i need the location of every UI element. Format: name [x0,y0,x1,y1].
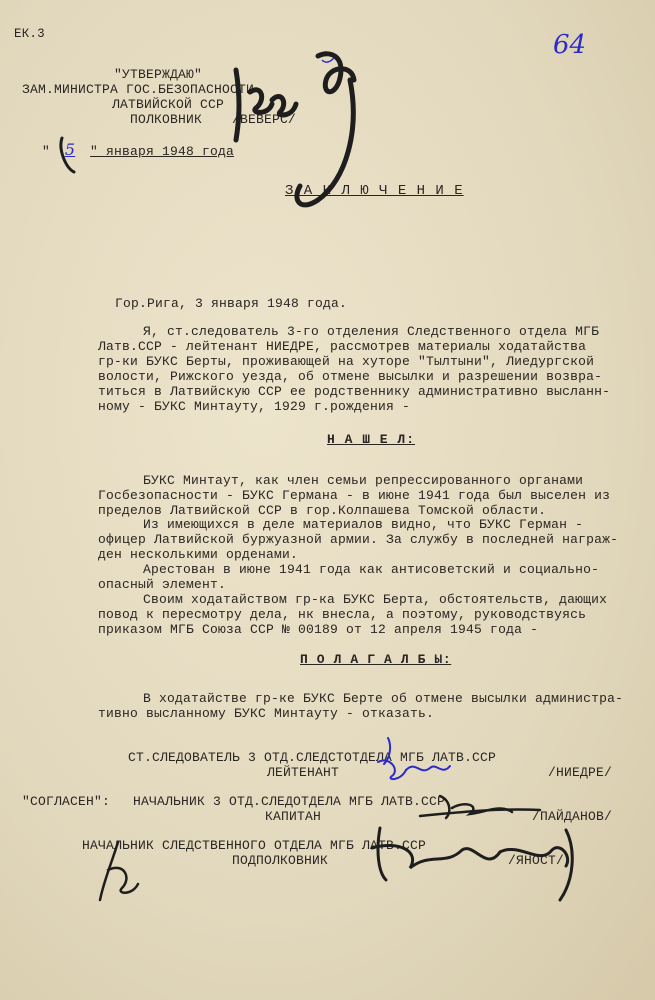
approval-line-2: ЛАТВИЙСКОЙ ССР [112,97,225,112]
investigator-title: СТ.СЛЕДОВАТЕЛЬ 3 ОТД.СЛЕДСТОТДЕЛА МГБ ЛАТВ.ССР [128,750,497,765]
decision-line: тивно высланному БУКС Минтауту - отказать. [98,706,435,721]
intro-line: Латв.ССР - лейтенант НИЕДРЕ, рассмотрев материалы ходатайства [98,339,587,354]
investigator-name: /НИЕДРЕ/ [548,765,613,780]
decision-heading: П О Л А Г А Л Б Ы: [300,652,452,667]
intro-line: Я, ст.следователь 3-го отделения Следственного отдела МГБ [143,324,600,339]
intro-line: волости, Рижского уезда, об отмене высылки и разрешении возвра- [98,369,603,384]
investigator-rank: ЛЕЙТЕНАНТ [267,765,340,780]
found-line: повод к пересмотру дела, нк внесла, а поэтому, руководствуясь [98,607,587,622]
found-line: приказом МГБ Союза ССР № 00189 от 12 апреля 1945 года - [98,622,539,637]
date-day: 5 [64,140,76,159]
found-line: Из имеющихся в деле материалов видно, что БУКС Герман - [143,517,584,532]
found-line: пределов Латвийской ССР в гор.Колпашева Томской области. [98,503,547,518]
found-line: офицер Латвийской буржуазной армии. За службу в последней награж- [98,532,619,547]
chief3-name: /ПАЙДАНОВ/ [532,809,613,824]
approval-tick-image [322,58,334,62]
found-line: опасный элемент. [98,577,227,592]
intro-line: титься в Латвийскую ССР ее родственнику административно высланн- [98,384,611,399]
found-line: БУКС Минтаут, как член семьи репрессированного органами [143,473,584,488]
found-line: Госбезопасности - БУКС Германа - в июне 1941 года был выселен из [98,488,611,503]
date-rest: " января 1948 года [90,144,235,159]
found-line: Своим ходатайством гр-ка БУКС Берта, обстоятельств, дающих [143,592,608,607]
document-title: З А К Л Ю Ч Е Н И Е [285,183,464,199]
intro-line: ному - БУКС Минтауту, 1929 г.рождения - [98,399,411,414]
chief3-title: НАЧАЛЬНИК 3 ОТД.СЛЕДОТДЕЛА МГБ ЛАТВ.ССР [133,794,446,809]
chief3-rank: КАПИТАН [265,809,322,824]
intro-line: гр-ки БУКС Берты, проживающей на хуторе "Тылтыни", Лиедургской [98,354,595,369]
approval-rank: ПОЛКОВНИК [130,112,203,127]
found-line: ден несколькими орденами. [98,547,299,562]
decision-line: В ходатайстве гр-ке БУКС Берте об отмене высылки администра- [143,691,624,706]
approval-heading: "УТВЕРЖДАЮ" [114,67,203,82]
approval-name: /ВЕВЕРС/ [232,112,297,127]
found-heading: Н А Ш Е Л: [327,432,416,447]
archive-mark: ЕК.3 [14,27,45,41]
chief-dept-name: /ЯНОСТ/ [508,853,565,868]
chief-dept-title: НАЧАЛЬНИК СЛЕДСТВЕННОГО ОТДЕЛА МГБ ЛАТВ.ССР [82,838,427,853]
date-quote: " [42,144,51,159]
agree-label: "СОГЛАСЕН": [22,794,111,809]
approval-date [42,142,234,159]
found-line: Арестован в июне 1941 года как антисоветский и социально- [143,562,600,577]
chief-dept-rank: ПОДПОЛКОВНИК [232,853,329,868]
approval-line-1: ЗАМ.МИНИСТРА ГОС.БЕЗОПАСНОСТИ [22,82,255,97]
page-number: 64 [553,30,587,60]
place-date: Гор.Рига, 3 января 1948 года. [115,296,348,311]
